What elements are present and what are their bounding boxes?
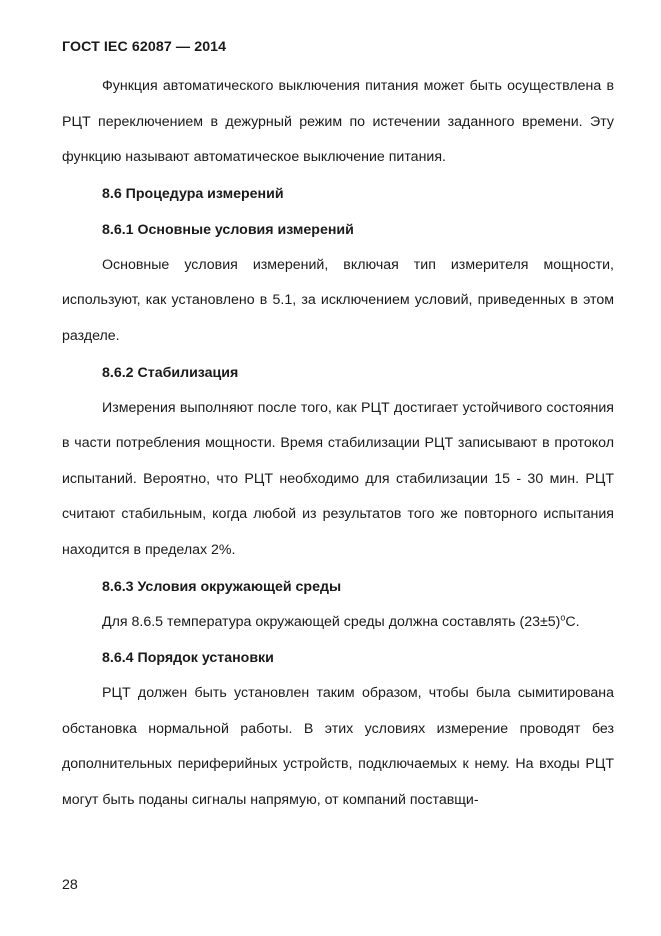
heading-8-6-4: 8.6.4 Порядок установки xyxy=(102,650,274,667)
paragraph-auto-power-off: Функция автоматического выключения питания может быть осуществлена в РЦТ переключением в дежурный режим по истечении заданного времени. Эту функцию называют автоматическое выключение питания. xyxy=(62,78,614,166)
heading-8-6-1: 8.6.1 Основные условия измерений xyxy=(102,221,354,238)
paragraph-installation: РЦТ должен быть установлен таким образом, чтобы была сымитирована обстановка нормальной работы. В этих условиях измерение проводят без дополнительных периферийных устройств, подключаемых к нему. На входы РЦТ могут быть поданы сигналы напрямую, от компаний поставщи- xyxy=(62,685,614,808)
environment-text: Для 8.6.5 температура окружающей среды должна составлять (23±5) xyxy=(102,613,561,630)
heading-8-6: 8.6 Процедура измерений xyxy=(102,185,284,202)
paragraph-stabilization: Измерения выполняют после того, как РЦТ достигает устойчивого состояния в части потребления мощности. Время стабилизации РЦТ записывают в протокол испытаний. Вероятно, что РЦТ необходимо для стабилизации 15 - 30 мин. РЦТ считают стабильным, когда любой из результатов того же повторного испытания находится в пределах 2%. xyxy=(62,399,614,558)
page-number: 28 xyxy=(62,877,78,893)
paragraph-basic-conditions: Основные условия измерений, включая тип измерителя мощности, используют, как установлено в 5.1, за исключением условий, приведенных в этом разделе. xyxy=(62,256,614,344)
document-header: ГОСТ IEC 62087 — 2014 xyxy=(62,39,227,55)
heading-8-6-2: 8.6.2 Стабилизация xyxy=(102,364,239,381)
temperature-unit: С. xyxy=(565,613,580,630)
degree-sign: о xyxy=(560,611,566,622)
paragraph-environment xyxy=(62,605,614,641)
document-body xyxy=(62,69,614,819)
heading-8-6-3: 8.6.3 Условия окружающей среды xyxy=(102,578,342,595)
